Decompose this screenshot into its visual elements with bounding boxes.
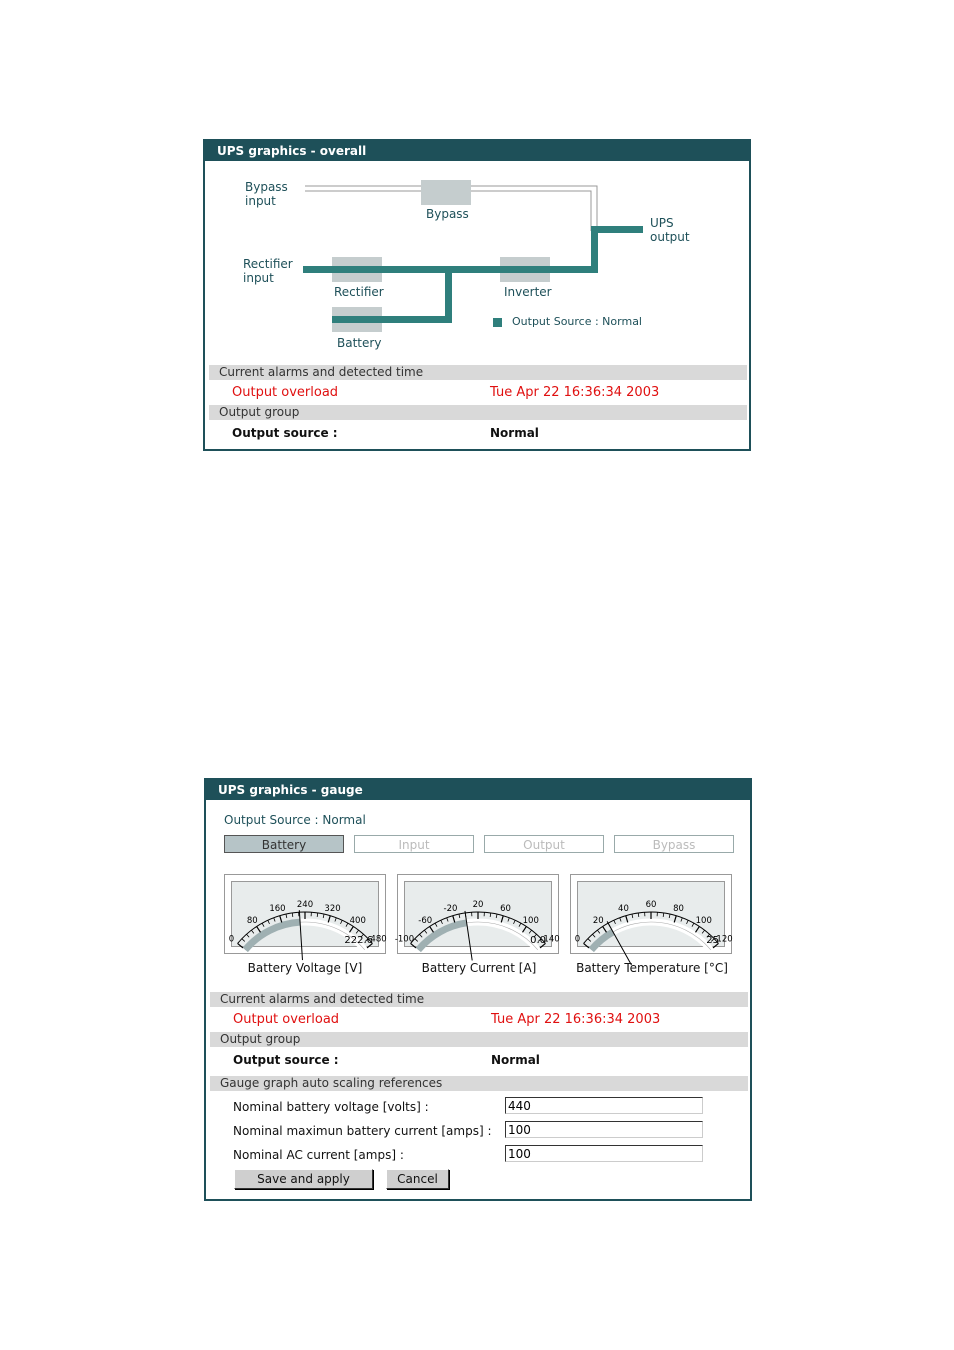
rectifier-input-label: Rectifier input: [243, 257, 293, 285]
alarms-header: Current alarms and detected time: [209, 365, 747, 380]
gauge-tick: [415, 939, 418, 942]
gauge-tick-label: 480: [370, 934, 387, 945]
bypass-label: Bypass: [426, 207, 469, 221]
gauge-tick: [286, 914, 287, 918]
gauge-tick-label: 0: [574, 934, 581, 945]
gauge-tick: [346, 923, 348, 926]
gauge-needle: [465, 911, 472, 960]
gauge-tick: [513, 920, 515, 924]
gauge-tick: [262, 923, 264, 926]
gauge-output-source: Output Source : Normal: [224, 813, 366, 827]
gauge-tick-label: 120: [716, 934, 733, 945]
rectifier-label: Rectifier: [334, 285, 384, 299]
gauge-tick: [419, 934, 422, 937]
tab-output[interactable]: Output: [484, 835, 604, 853]
gauge-tick-label: 80: [673, 904, 684, 915]
gauge-tick: [335, 918, 336, 922]
gauge-tick: [626, 916, 628, 923]
gauge-tick: [702, 930, 704, 933]
gauge-tick: [529, 930, 531, 933]
gauge-tick: [453, 916, 455, 923]
gauge-panel: [204, 778, 752, 1201]
gauge-tick: [251, 930, 253, 933]
gauge-tick-label: 20: [472, 900, 484, 910]
tab-input[interactable]: Input: [354, 835, 474, 853]
gauge-output-source-value: Normal: [491, 1053, 540, 1067]
gauge-tick-label: 60: [500, 904, 511, 915]
output-source-label: Output source :: [232, 426, 338, 440]
legend-swatch: [493, 318, 502, 327]
save-and-apply-button[interactable]: Save and apply: [234, 1169, 373, 1189]
alarm-time: Tue Apr 22 16:36:34 2003: [490, 385, 660, 400]
gauge-tick: [424, 930, 426, 933]
gauge-tick: [356, 930, 358, 933]
gauge-tick: [674, 916, 676, 923]
gauge-tick-label: -20: [443, 904, 458, 915]
gauge-tick: [519, 923, 521, 926]
gauge-tick-label: 100: [695, 915, 712, 926]
gauge-tick: [317, 913, 318, 917]
gauge-tick: [588, 939, 591, 942]
gauge-tick-label: 20: [592, 915, 604, 926]
gauge-tick: [435, 923, 437, 926]
gauge-tick: [280, 916, 282, 923]
gauge-needle: [299, 910, 302, 960]
gauge-tick: [242, 939, 245, 942]
output-source-value: Normal: [490, 426, 539, 440]
ups-output-label: UPS output: [650, 216, 690, 244]
output-source-legend: Output Source : Normal: [512, 315, 642, 328]
gauge-tick: [238, 943, 243, 947]
gauge-tick: [340, 920, 342, 924]
gauge-tick: [614, 920, 616, 924]
gauge-tick-label: 40: [618, 904, 629, 915]
battery-current-caption: Battery Current [A]: [421, 961, 537, 975]
nominal-battery-voltage-label: Nominal battery voltage [volts] :: [233, 1100, 429, 1114]
gauge-tick: [430, 926, 434, 932]
gauge-tick: [584, 943, 589, 947]
gauge-tick: [501, 916, 503, 923]
gauge-tick: [441, 920, 443, 924]
gauge-tick: [274, 918, 275, 922]
gauge-tick: [496, 914, 497, 918]
gauge-tick-label: 80: [246, 915, 258, 926]
gauge-tick: [603, 926, 607, 932]
tab-bypass[interactable]: Bypass: [614, 835, 734, 853]
gauge-alarms-header: Current alarms and detected time: [210, 992, 748, 1007]
gauge-tick: [663, 913, 664, 917]
gauge-tick-label: 160: [269, 904, 286, 915]
gauge-tick-label: 100: [522, 915, 539, 926]
gauge-output-group-header: Output group: [210, 1032, 748, 1047]
gauge-tick-label: -100: [394, 934, 415, 945]
gauge-tick: [292, 913, 293, 917]
gauge-tick-label: 400: [349, 915, 366, 926]
battery-label: Battery: [337, 336, 382, 350]
gauge-dial: [574, 882, 733, 946]
gauge-tick: [490, 913, 491, 917]
gauge-tick: [246, 934, 249, 937]
nominal-max-battery-current-label: Nominal maximun battery current [amps] :: [233, 1124, 492, 1138]
gauge-tick: [447, 918, 448, 922]
battery-temperature-caption: Battery Temperature [°C]: [576, 961, 728, 975]
gauge-tick-label: 240: [296, 900, 314, 910]
gauge-fill: [418, 923, 466, 950]
gauge-tick: [257, 926, 261, 932]
gauge-output-source-label: Output source :: [233, 1053, 339, 1067]
battery-voltage-caption: Battery Voltage [V]: [247, 961, 363, 975]
gauge-tick-label: -60: [418, 915, 433, 926]
gauge-dial: [228, 882, 387, 946]
gauge-alarm-name: Output overload: [233, 1012, 340, 1027]
gauge-tick: [681, 918, 682, 922]
alarm-name: Output overload: [232, 385, 339, 400]
gauge-tick: [696, 926, 700, 932]
gauge-tick: [323, 914, 324, 918]
nominal-ac-current-input[interactable]: [505, 1145, 703, 1162]
gauge-tick: [508, 918, 509, 922]
overall-panel: [203, 139, 751, 451]
gauge-tick: [620, 918, 621, 922]
gauge-tick: [669, 914, 670, 918]
nominal-ac-current-label: Nominal AC current [amps] :: [233, 1148, 404, 1162]
gauge-tick: [328, 916, 330, 923]
gauge-tick: [459, 914, 460, 918]
gauge-tick-label: 60: [645, 900, 657, 910]
gauge-tick-label: 0: [228, 934, 235, 945]
gauge-tick: [638, 913, 639, 917]
gauge-fill: [245, 922, 300, 950]
battery-temperature-gauge: [570, 874, 732, 954]
gauge-tick-label: 140: [543, 934, 560, 945]
nominal-battery-voltage-input[interactable]: [505, 1097, 703, 1114]
gauge-tick: [686, 920, 688, 924]
cancel-button[interactable]: Cancel: [386, 1169, 449, 1189]
nominal-max-battery-current-input[interactable]: [505, 1121, 703, 1138]
gauge-readout: 25: [706, 935, 719, 946]
gauge-tick: [597, 930, 599, 933]
overall-panel-title: UPS graphics - overall: [205, 141, 749, 161]
gauge-tick: [523, 926, 527, 932]
output-group-header: Output group: [209, 405, 747, 420]
gauge-tick: [692, 923, 694, 926]
gauge-panel-title: UPS graphics - gauge: [206, 780, 750, 800]
gauge-readout: 0.0: [530, 935, 546, 946]
gauge-fill: [591, 932, 613, 950]
gauge-alarm-time: Tue Apr 22 16:36:34 2003: [491, 1012, 661, 1027]
inverter-label: Inverter: [504, 285, 552, 299]
gauge-dial: [394, 882, 560, 946]
tab-battery[interactable]: Battery: [224, 835, 344, 853]
battery-voltage-gauge: [224, 874, 386, 954]
gauge-tick: [632, 914, 633, 918]
scaling-header: Gauge graph auto scaling references: [210, 1076, 748, 1091]
gauge-tick: [268, 920, 270, 924]
battery-current-gauge: [394, 874, 560, 954]
gauge-tick-label: 320: [324, 904, 341, 915]
gauge-tick: [592, 934, 595, 937]
gauge-readout: 222.6: [344, 935, 373, 946]
gauge-tick: [350, 926, 354, 932]
bypass-input-label: Bypass input: [245, 180, 288, 208]
bypass-block: [421, 180, 471, 205]
